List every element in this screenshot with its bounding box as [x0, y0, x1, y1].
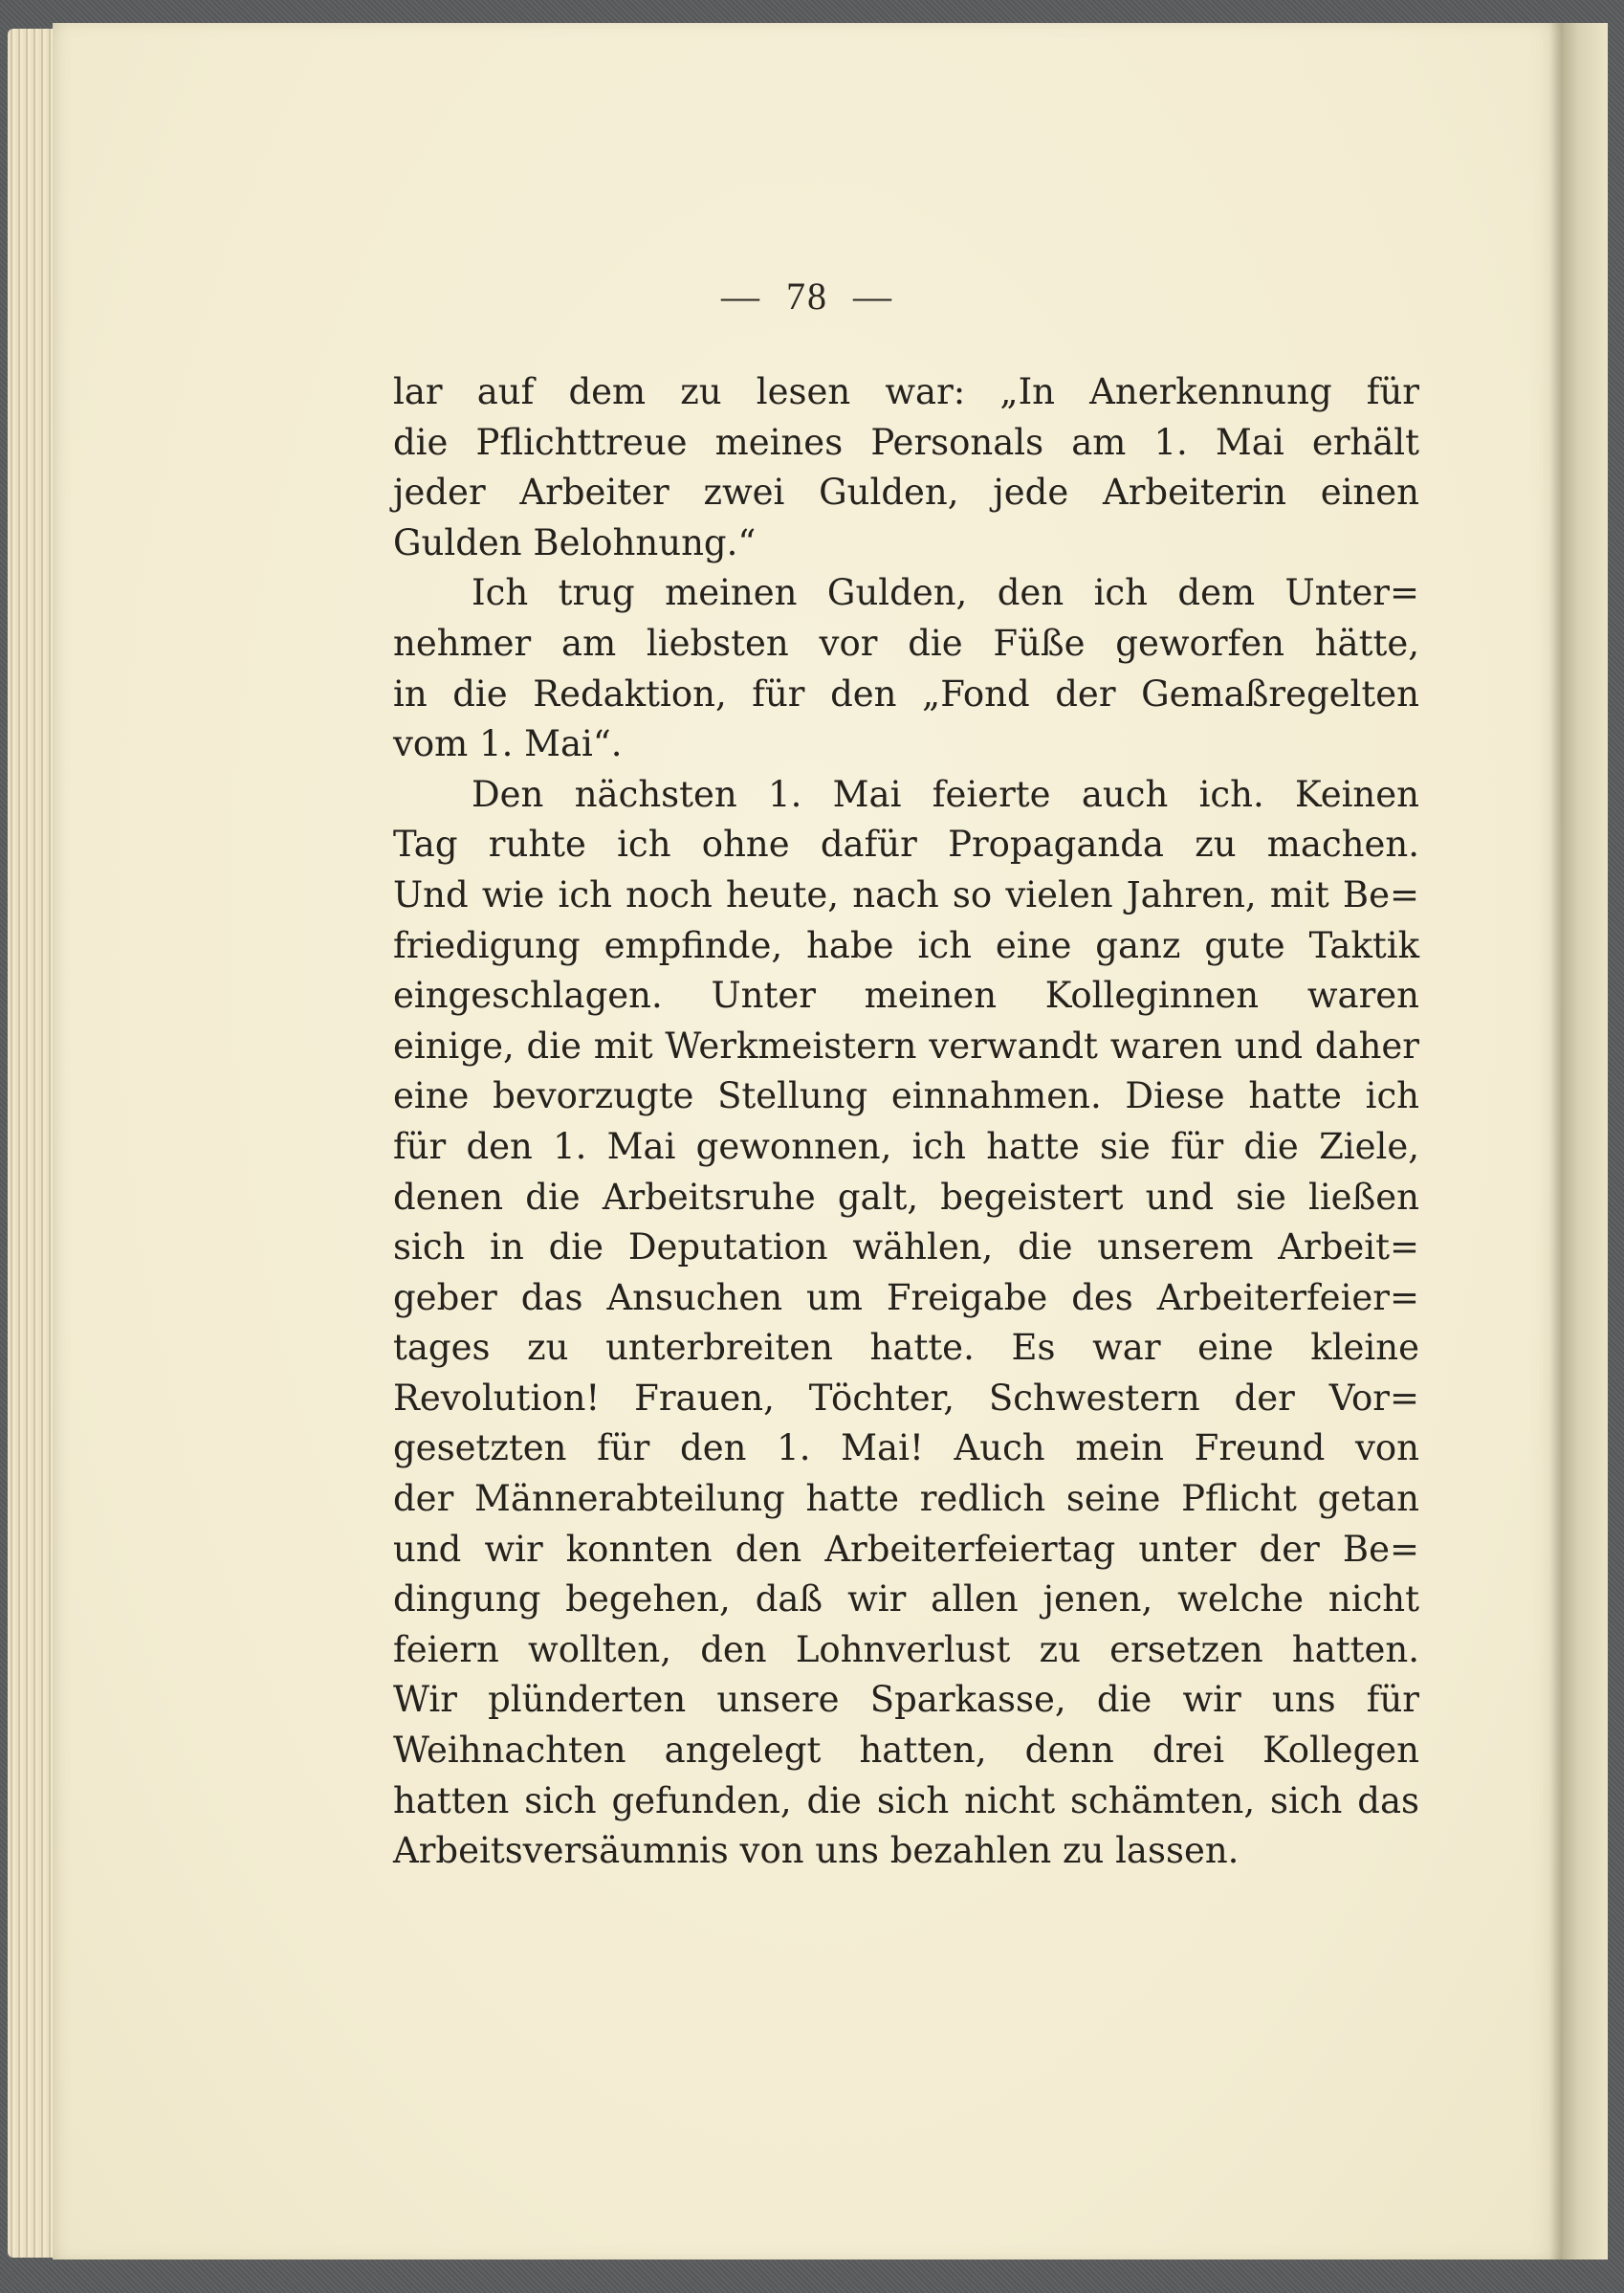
- page-number: [53, 274, 1562, 319]
- text-line: nehmer am liebsten vor die Füße geworfen hätte,: [393, 622, 1419, 664]
- text-line: lar auf dem zu lesen war: „In Anerkennung für: [393, 371, 1419, 412]
- text-line: und wir konnten den Arbeiterfeiertag unter der Be=: [393, 1528, 1419, 1570]
- text-line: Arbeitsversäumnis von uns bezahlen zu lassen.: [393, 1830, 1240, 1872]
- text-line: Wir plünderten unsere Sparkasse, die wir uns für: [393, 1679, 1419, 1721]
- text-line: für den 1. Mai gewonnen, ich hatte sie für die Ziele,: [393, 1125, 1419, 1167]
- page-number-value: 78: [786, 275, 828, 318]
- text-line: die Pflichttreue meines Personals am 1. Mai erhält: [393, 421, 1419, 463]
- body-text: [393, 367, 1419, 1877]
- text-line: der Männerabteilung hatte redlich seine Pflicht getan: [393, 1478, 1419, 1520]
- text-line: Tag ruhte ich ohne dafür Propaganda zu machen.: [393, 824, 1419, 866]
- text-line: einige, die mit Werkmeistern verwandt waren und daher: [393, 1025, 1419, 1067]
- text-line: tages zu unterbreiten hatte. Es war eine kleine: [393, 1327, 1419, 1369]
- page-number-prefix: —: [721, 275, 761, 318]
- text-line: dingung begehen, daß wir allen jenen, welche nicht: [393, 1578, 1419, 1621]
- text-line: Ich trug meinen Gulden, den ich dem Unter=: [472, 572, 1419, 614]
- text-line: gesetzten für den 1. Mai! Auch mein Freund von: [393, 1427, 1419, 1469]
- book-page: [53, 23, 1562, 2260]
- text-line: eine bevorzugte Stellung einnahmen. Diese hatte ich: [393, 1075, 1419, 1117]
- text-line: hatten sich gefunden, die sich nicht schämten, sich das: [393, 1779, 1419, 1821]
- text-line: feiern wollten, den Lohnverlust zu ersetzen hatten.: [393, 1628, 1419, 1670]
- text-line: Gulden Belohnung.“: [393, 521, 757, 563]
- text-line: eingeschlagen. Unter meinen Kolleginnen waren: [393, 975, 1419, 1017]
- text-line: friedigung empfinde, habe ich eine ganz gute Taktik: [393, 924, 1419, 966]
- text-line: vom 1. Mai“.: [393, 723, 623, 765]
- page-number-suffix: —: [853, 275, 893, 318]
- text-line: denen die Arbeitsruhe galt, begeistert und sie ließen: [393, 1176, 1419, 1218]
- text-line: in die Redaktion, für den „Fond der Gemaßregelten: [393, 672, 1419, 715]
- text-line: Und wie ich noch heute, nach so vielen Jahren, mit Be=: [393, 873, 1419, 915]
- text-line: Weihnachten angelegt hatten, denn drei Kollegen: [393, 1730, 1419, 1772]
- text-line: Den nächsten 1. Mai feierte auch ich. Keinen: [472, 773, 1419, 815]
- text-line: geber das Ansuchen um Freigabe des Arbeiterfeier=: [393, 1276, 1419, 1318]
- text-line: jeder Arbeiter zwei Gulden, jede Arbeiterin einen: [393, 472, 1419, 514]
- text-line: sich in die Deputation wählen, die unserem Arbeit=: [393, 1226, 1419, 1268]
- facing-page-gutter: [1562, 23, 1608, 2260]
- text-line: Revolution! Frauen, Töchter, Schwestern der Vor=: [393, 1377, 1419, 1419]
